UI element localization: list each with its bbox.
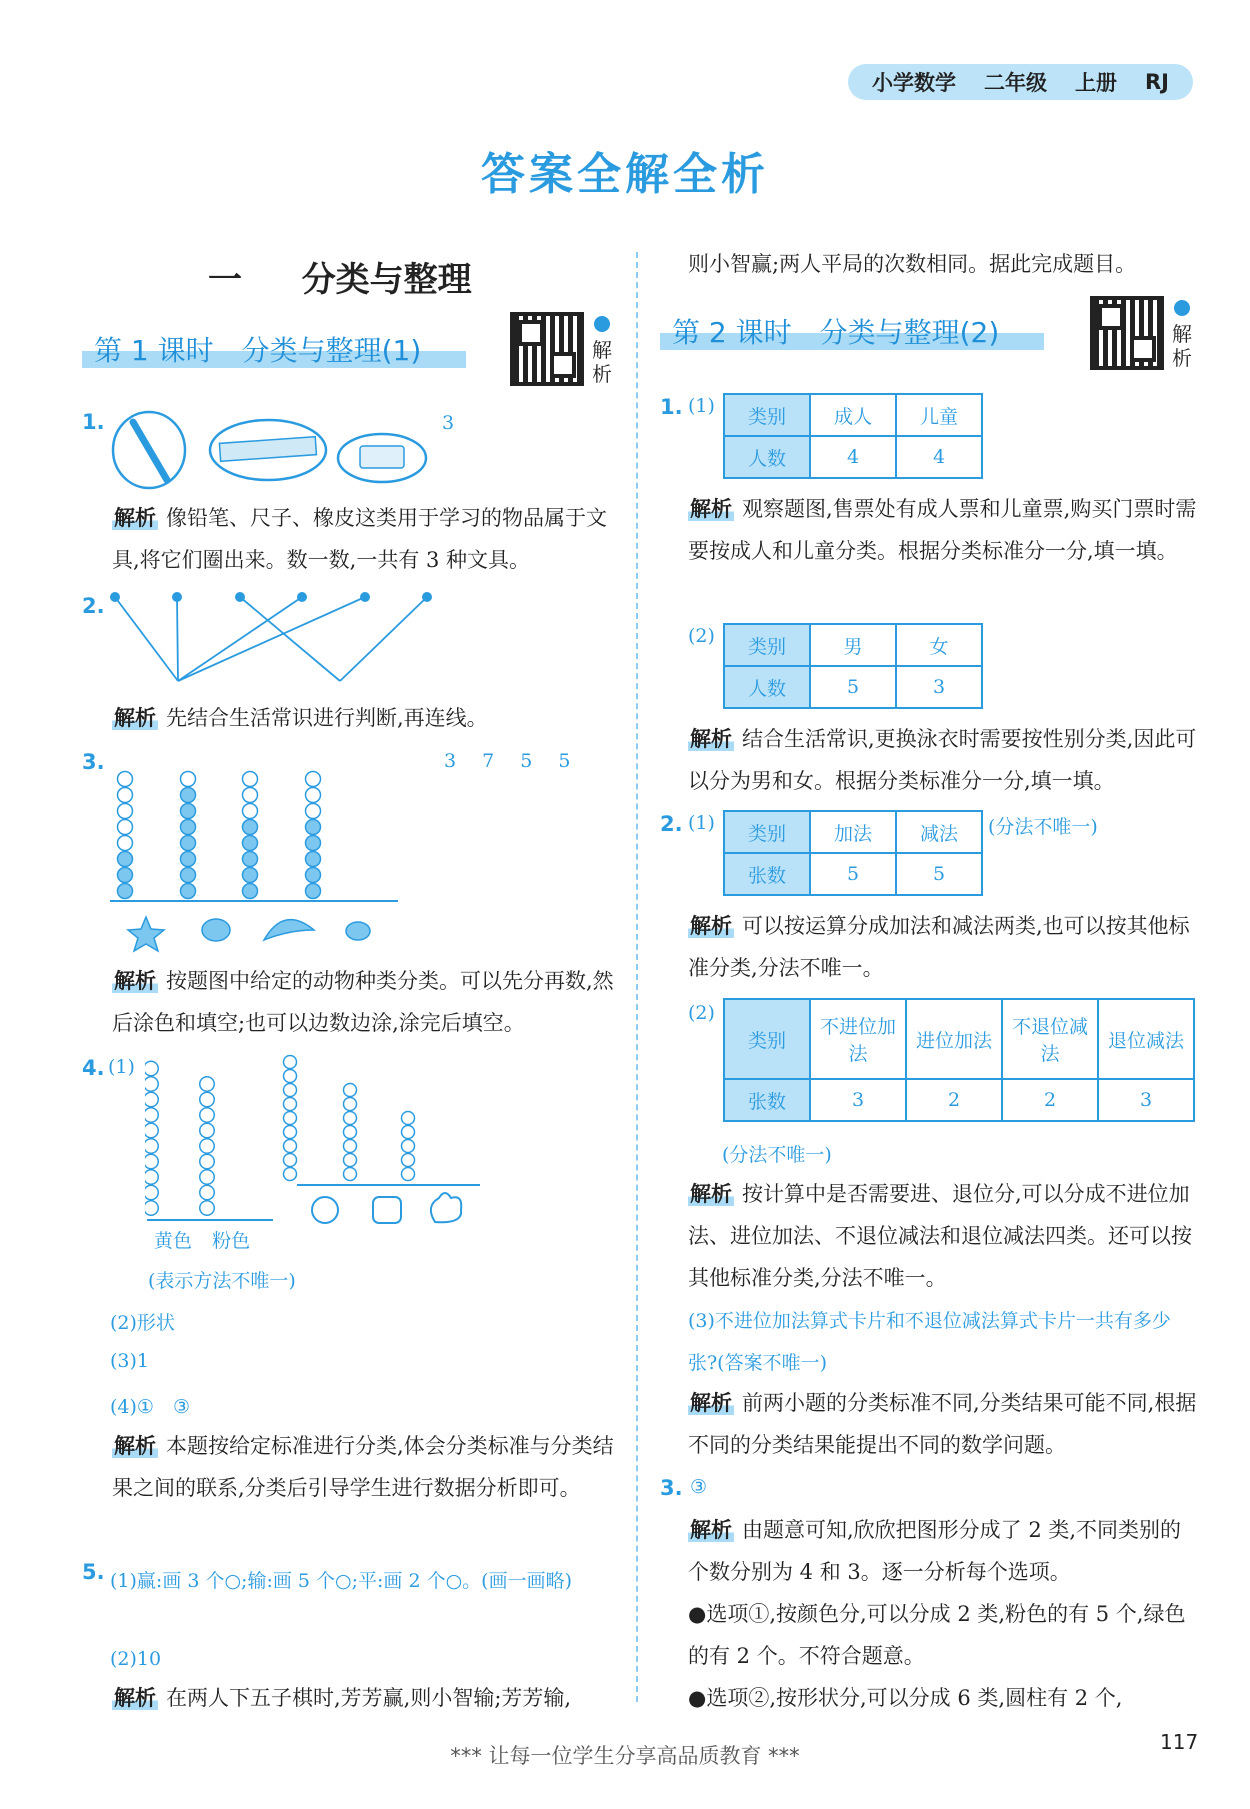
- q3-explanation: 解析 按题图中给定的动物种类分类。可以先分再数,然后涂色和填空;也可以边数边涂,涂完后填空。: [112, 969, 614, 1035]
- bulb-icon: ●: [688, 1686, 707, 1710]
- r-q2-explanation3: 解析 前两小题的分类标准不同,分类结果可能不同,根据不同的分类结果能提出不同的数学问题。: [688, 1391, 1197, 1457]
- q1-answer: 3: [442, 412, 455, 434]
- ruler-icon: [219, 437, 316, 462]
- bead: [181, 804, 196, 819]
- q3-number: 3.: [82, 750, 105, 774]
- q3-answers: 3 7 5 5: [444, 750, 571, 772]
- bulb-icon: ●: [688, 1602, 707, 1626]
- q4-part1-label: (1): [108, 1056, 135, 1078]
- bead: [145, 1185, 158, 1200]
- bead: [344, 1168, 357, 1181]
- qr-code-icon[interactable]: [1090, 296, 1164, 370]
- fish-icon: [346, 922, 370, 940]
- bead: [200, 1154, 215, 1169]
- jellyfish-icon: [202, 919, 230, 941]
- bead: [284, 1140, 297, 1153]
- bead: [200, 1108, 215, 1123]
- bead: [306, 788, 321, 803]
- q4-note: (表示方法不唯一): [148, 1270, 296, 1292]
- bead: [344, 1140, 357, 1153]
- r-q2-explanation2: 解析 按计算中是否需要进、退位分,可以分成不进位加法、进位加法、不退位减法和退位减法四类。还可以按其他标准分类,分法不唯一。: [688, 1182, 1192, 1290]
- q1-number: 1.: [82, 410, 105, 434]
- r-q3-answer: ③: [690, 1476, 708, 1498]
- bead: [344, 1154, 357, 1167]
- bead: [145, 1077, 158, 1092]
- bead: [344, 1112, 357, 1125]
- r-q1-table1: 类别 成人 儿童 人数 4 4: [723, 393, 983, 479]
- bead: [243, 852, 258, 867]
- bead: [200, 1185, 215, 1200]
- page-title: 答案全解全析: [481, 149, 769, 200]
- bead: [200, 1092, 215, 1107]
- bead: [284, 1112, 297, 1125]
- bead: [200, 1170, 215, 1185]
- bead: [402, 1168, 415, 1181]
- column-divider: [636, 252, 638, 1702]
- r-q3-bullet1: ●选项①,按颜色分,可以分成 2 类,粉色的有 5 个,绿色的有 2 个。不符合题意。: [688, 1602, 1186, 1668]
- bead: [402, 1154, 415, 1167]
- q4-number: 4.: [82, 1056, 105, 1080]
- bead: [145, 1170, 158, 1185]
- qr-label: 解析: [1172, 322, 1192, 370]
- bead: [181, 772, 196, 787]
- r-q2-note2: (分法不唯一): [722, 1144, 832, 1166]
- bead: [118, 804, 133, 819]
- q4-part4: (4)① ③: [110, 1396, 190, 1418]
- r-q1-part2-label: (2): [688, 625, 715, 647]
- q4-color-labels: 黄色 粉色: [154, 1230, 251, 1252]
- bead: [145, 1092, 158, 1107]
- bead: [118, 852, 133, 867]
- bead: [306, 804, 321, 819]
- bead: [243, 820, 258, 835]
- r-q3-number: 3.: [660, 1476, 683, 1500]
- volume: 上册: [1075, 71, 1117, 95]
- q4-part2: (2)形状: [110, 1312, 175, 1334]
- q2-matching-lines: [100, 585, 450, 685]
- r-q1-table2: 类别 男 女 人数 5 3: [723, 623, 983, 709]
- bead: [306, 884, 321, 899]
- r-q3-explanation: 解析 由题意可知,欣欣把图形分成了 2 类,不同类别的个数分别为 4 和 3。逐一分析每个选项。: [688, 1518, 1182, 1584]
- unit-name: 分类与整理: [301, 260, 472, 300]
- bead: [284, 1070, 297, 1083]
- lesson-2-title: 第 2 课时 分类与整理(2): [660, 312, 1044, 350]
- bead: [243, 836, 258, 851]
- bead: [118, 820, 133, 835]
- bead: [243, 868, 258, 883]
- bead: [145, 1061, 158, 1076]
- r-q2-part3: (3)不进位加法算式卡片和不退位减法算式卡片一共有多少张?(答案不唯一): [688, 1310, 1171, 1374]
- q4-explanation: 解析 本题按给定标准进行分类,体会分类标准与分类结果之间的联系,分类后引导学生进行数据分析即可。: [112, 1434, 614, 1500]
- q5-part1: (1)赢:画 3 个○;输:画 5 个○;平:画 2 个○。(画一画略): [110, 1570, 572, 1592]
- edition: RJ: [1145, 70, 1169, 94]
- bead: [306, 852, 321, 867]
- bead: [306, 868, 321, 883]
- page-number: 117: [1160, 1730, 1199, 1754]
- bead: [118, 788, 133, 803]
- bead: [284, 1056, 297, 1069]
- q1-stationery-illustration: [105, 408, 435, 492]
- book-info-pill: [848, 64, 1193, 100]
- bead: [306, 820, 321, 835]
- play-icon[interactable]: [1174, 300, 1190, 316]
- explanation-label: 解析: [114, 506, 156, 530]
- bead: [181, 820, 196, 835]
- bead: [243, 884, 258, 899]
- flower-shape-icon: [431, 1193, 461, 1222]
- pencil-icon: [133, 422, 167, 480]
- bead: [284, 1168, 297, 1181]
- bead: [181, 852, 196, 867]
- q5-number: 5.: [82, 1560, 105, 1584]
- bead: [181, 868, 196, 883]
- bead: [284, 1126, 297, 1139]
- q4-bead-charts: [145, 1050, 485, 1230]
- bead: [145, 1139, 158, 1154]
- qr-label: 解析: [592, 338, 612, 386]
- bead: [284, 1098, 297, 1111]
- bead: [200, 1123, 215, 1138]
- bead: [402, 1126, 415, 1139]
- bead: [344, 1084, 357, 1097]
- bead: [243, 772, 258, 787]
- grade: 二年级: [984, 71, 1047, 95]
- bead: [344, 1126, 357, 1139]
- dolphin-icon: [264, 920, 314, 940]
- bead: [118, 884, 133, 899]
- bead: [118, 772, 133, 787]
- qr-code-icon[interactable]: [510, 312, 584, 386]
- q4-part3: (3)1: [110, 1350, 150, 1372]
- bead: [284, 1154, 297, 1167]
- r-q2-note1: (分法不唯一): [988, 816, 1098, 838]
- bead: [181, 836, 196, 851]
- r-q3-bullet2: ●选项②,按形状分,可以分成 6 类,圆柱有 2 个,: [688, 1686, 1123, 1710]
- bead: [200, 1139, 215, 1154]
- bead: [145, 1123, 158, 1138]
- unit-number: 一: [208, 260, 242, 300]
- bead: [402, 1112, 415, 1125]
- q2-number: 2.: [82, 594, 105, 618]
- r-q2-table2: 类别 不进位加法 进位加法 不退位减法 退位减法 张数 3 2 2 3: [723, 998, 1195, 1122]
- r-q1-part1-label: (1): [688, 395, 715, 417]
- bead: [118, 836, 133, 851]
- bead: [181, 788, 196, 803]
- r-q1-explanation2: 解析 结合生活常识,更换泳衣时需要按性别分类,因此可以分为男和女。根据分类标准分一分,填一填。: [688, 727, 1197, 793]
- bead: [306, 836, 321, 851]
- unit-title: [208, 252, 472, 301]
- bead: [181, 884, 196, 899]
- bead: [243, 788, 258, 803]
- bead: [200, 1201, 215, 1216]
- r-q2-part1-label: (1): [688, 812, 715, 834]
- bead: [284, 1084, 297, 1097]
- bead: [306, 772, 321, 787]
- footer-slogan: *** 让每一位学生分享高品质教育 ***: [450, 1744, 800, 1768]
- circle-shape-icon: [312, 1197, 338, 1223]
- r-q1-explanation1: 解析 观察题图,售票处有成人票和儿童票,购买门票时需要按成人和儿童分类。根据分类标准分一分,填一填。: [688, 497, 1197, 563]
- starfish-icon: [128, 917, 164, 951]
- q2-explanation: 解析 先结合生活常识进行判断,再连线。: [114, 706, 488, 730]
- eraser-icon: [360, 446, 404, 468]
- bead: [243, 804, 258, 819]
- bead: [118, 868, 133, 883]
- bead: [145, 1201, 158, 1216]
- q5-part2: (2)10: [110, 1648, 162, 1670]
- r-q2-part2-label: (2): [688, 1002, 715, 1024]
- bead: [344, 1098, 357, 1111]
- bead: [402, 1140, 415, 1153]
- r-q2-number: 2.: [660, 812, 683, 836]
- q1-explanation: 解析 像铅笔、尺子、橡皮这类用于学习的物品属于文具,将它们圈出来。数一数,一共有 3 种文具。: [112, 506, 607, 572]
- continued-text: 则小智赢;两人平局的次数相同。据此完成题目。: [688, 252, 1137, 276]
- r-q2-table1: 类别 加法 减法 张数 5 5: [723, 810, 983, 896]
- square-shape-icon: [373, 1197, 401, 1223]
- bead: [145, 1108, 158, 1123]
- q3-bead-chart: [108, 745, 408, 955]
- r-q2-explanation1: 解析 可以按运算分成加法和减法两类,也可以按其他标准分类,分法不唯一。: [688, 914, 1190, 980]
- subject: 小学数学: [872, 71, 956, 95]
- q5-explanation: 解析 在两人下五子棋时,芳芳赢,则小智输;芳芳输,: [114, 1686, 572, 1710]
- r-q1-number: 1.: [660, 395, 683, 419]
- bead: [145, 1154, 158, 1169]
- play-icon[interactable]: [594, 316, 610, 332]
- lesson-1-title: 第 1 课时 分类与整理(1): [82, 330, 466, 368]
- bead: [200, 1077, 215, 1092]
